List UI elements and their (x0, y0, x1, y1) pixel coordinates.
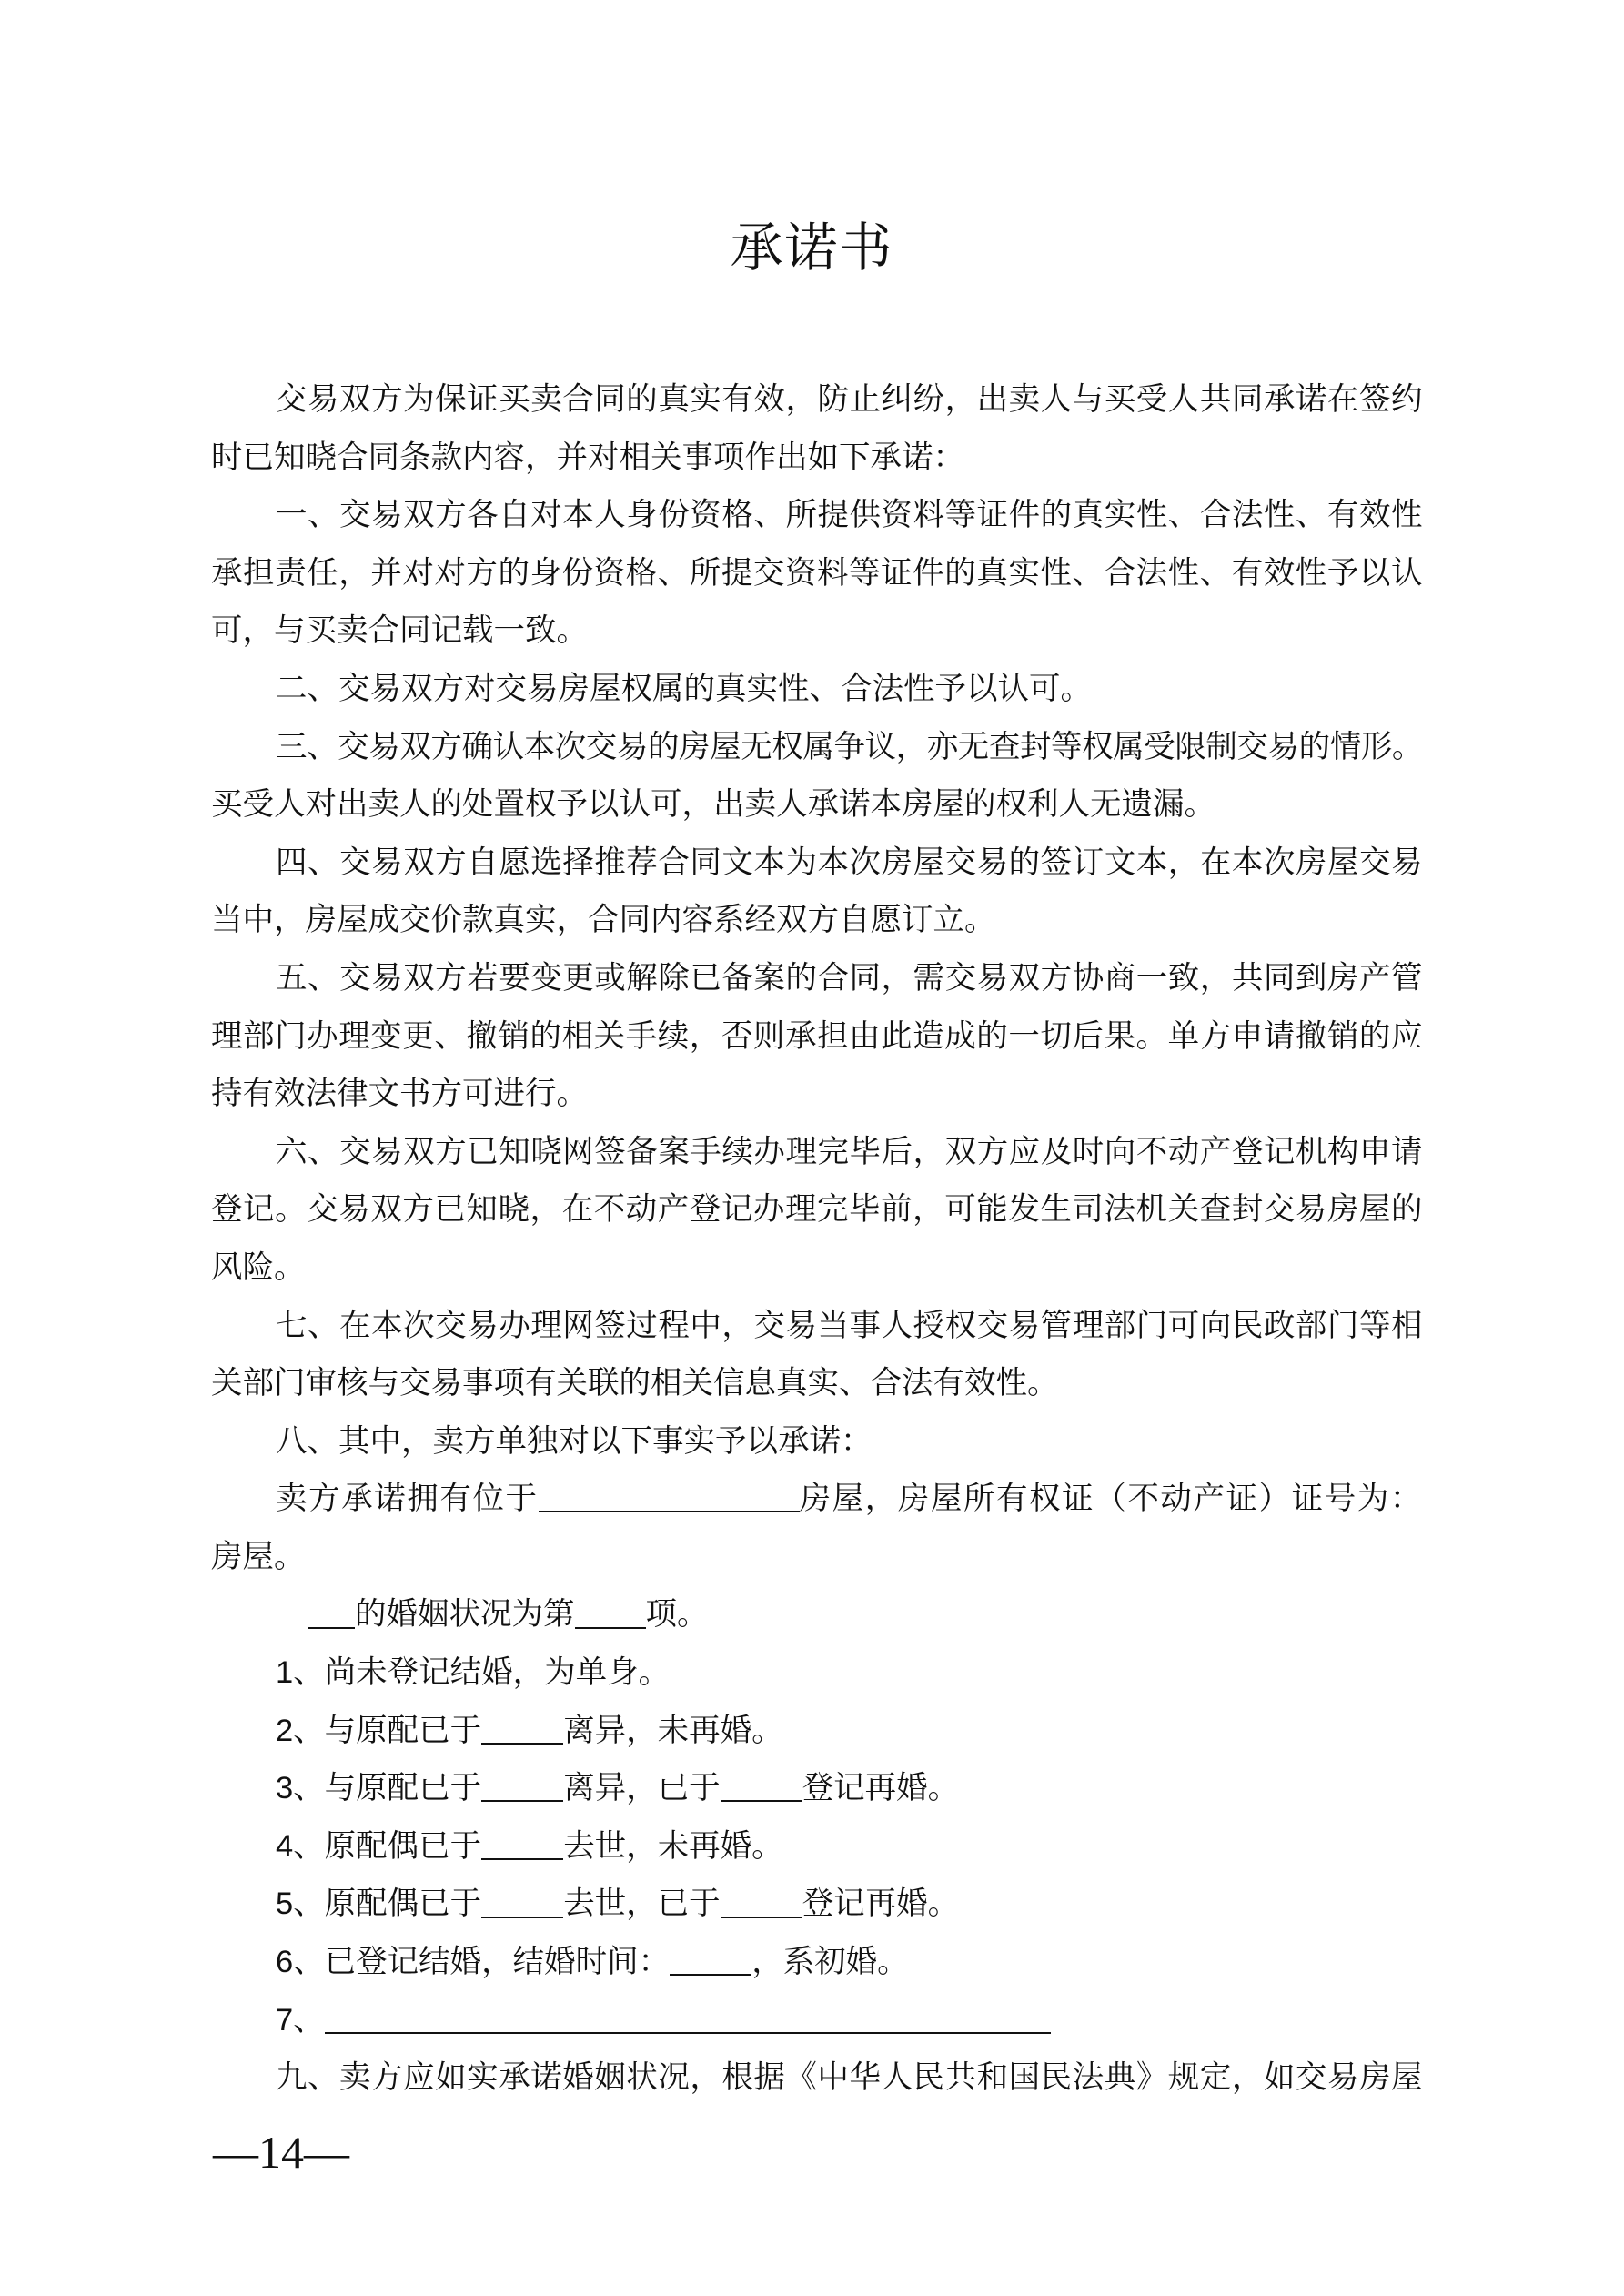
text-line (211, 1239, 1425, 1298)
document-title: 承诺书 (730, 218, 894, 278)
line-content (276, 672, 1092, 706)
fill-in-blank[interactable] (481, 1885, 563, 1918)
line-content (276, 845, 1423, 880)
text-line (211, 371, 1425, 430)
text-line (211, 719, 1425, 777)
paragraph (211, 1703, 1425, 1761)
line-content (276, 961, 1423, 996)
text-segment: 6、已登记结婚，结婚时间： (276, 1945, 671, 1980)
text-line (211, 1181, 1425, 1239)
line-content (276, 1482, 1423, 1516)
text-line (211, 1355, 1425, 1413)
text-line (211, 1298, 1425, 1356)
document-body (211, 371, 1425, 2108)
text-segment: 八、其中，卖方单独对以下事实予以承诺： (276, 1423, 873, 1459)
text-line (211, 1644, 1425, 1703)
line-content (211, 613, 588, 648)
paragraph (211, 1124, 1425, 1298)
paragraph (211, 1413, 1425, 1472)
text-line (211, 1066, 1425, 1124)
text-line (211, 834, 1425, 893)
line-content (211, 1019, 1423, 1054)
fill-in-blank[interactable] (721, 1769, 802, 1803)
text-line (211, 776, 1425, 834)
text-line (211, 1008, 1425, 1067)
line-content (211, 440, 964, 475)
text-segment: 房屋，房屋所有权证（不动产证）证号为： (799, 1482, 1423, 1517)
paragraph (211, 719, 1425, 834)
fill-in-blank[interactable] (539, 1480, 800, 1513)
text-segment: 七、在本次交易办理网签过程中，交易当事人授权交易管理部门可向民政部门等相 (276, 1308, 1424, 1343)
line-content (211, 1540, 306, 1574)
text-segment: 项。 (645, 1597, 709, 1633)
text-line (211, 545, 1425, 603)
text-segment: 六、交易双方已知晓网签备案手续办理完毕后，双方应及时向不动产登记机构申请 (276, 1134, 1424, 1169)
text-segment: 4、原配偶已于 (276, 1828, 482, 1864)
fill-in-blank[interactable] (575, 1595, 646, 1629)
text-segment: 持有效法律文书方可进行。 (211, 1077, 588, 1112)
text-segment: 关部门审核与交易事项有关联的相关信息真实、合法有效性。 (211, 1366, 1059, 1401)
paragraph (211, 1992, 1425, 2050)
text-line (211, 602, 1425, 661)
text-segment: 去世，已于 (563, 1886, 721, 1922)
line-content (276, 2060, 1423, 2095)
text-segment: 5、原配偶已于 (276, 1886, 482, 1922)
fill-in-blank[interactable] (308, 1595, 355, 1629)
paragraph (211, 2049, 1425, 2108)
text-segment: 的婚姻状况为第 (355, 1597, 575, 1633)
paragraph (211, 950, 1425, 1124)
line-content (276, 1135, 1423, 1169)
text-segment: 时已知晓合同条款内容，并对相关事项作出如下承诺： (211, 440, 964, 475)
paragraph (211, 1298, 1425, 1413)
paragraph (211, 1760, 1425, 1818)
line-content (211, 1250, 306, 1285)
text-line (211, 430, 1425, 488)
paragraph (211, 661, 1425, 719)
fill-in-blank[interactable] (481, 1826, 563, 1860)
text-segment: ，系初婚。 (751, 1945, 909, 1980)
text-segment: 理部门办理变更、撤销的相关手续，否则承担由此造成的一切后果。单方申请撤销的应 (211, 1018, 1424, 1054)
line-content (276, 1309, 1423, 1343)
text-segment: 卖方承诺拥有位于 (276, 1482, 539, 1517)
line-content (211, 1366, 1059, 1401)
text-segment: 当中，房屋成交价款真实，合同内容系经双方自愿订立。 (211, 903, 996, 938)
text-line (211, 1124, 1425, 1182)
line-content (276, 498, 1423, 532)
paragraph (211, 834, 1425, 950)
text-segment: 买受人对出卖人的处置权予以认可，出卖人承诺本房屋的权利人无遗漏。 (211, 787, 1215, 823)
text-segment: 风险。 (211, 1249, 306, 1285)
line-content (211, 1192, 1423, 1227)
text-line (211, 1876, 1425, 1934)
line-content (308, 1597, 709, 1632)
text-line (211, 892, 1425, 950)
paragraph (211, 1471, 1425, 1586)
text-line (211, 1992, 1425, 2050)
paragraph (211, 1934, 1425, 1992)
page-number: —14— (213, 2127, 349, 2178)
text-segment: 登记。交易双方已知晓，在不动产登记办理完毕前，可能发生司法机关查封交易房屋的 (211, 1192, 1424, 1228)
text-segment: 离异，未再婚。 (563, 1713, 783, 1748)
text-segment: 三、交易双方确认本次交易的房屋无权属争议，亦无查封等权属受限制交易的情形。 (276, 729, 1423, 764)
text-segment: 3、与原配已于 (276, 1771, 482, 1806)
line-content (276, 1771, 959, 1805)
line-content (211, 787, 1215, 822)
text-segment: 离异，已于 (563, 1771, 721, 1806)
text-line (211, 1413, 1425, 1472)
text-segment: 交易双方为保证买卖合同的真实有效，防止纠纷，出卖人与买受人共同承诺在签约 (276, 382, 1424, 417)
text-line (211, 1818, 1425, 1876)
text-segment: 去世，未再婚。 (563, 1828, 783, 1864)
text-line (211, 1529, 1425, 1587)
text-line (211, 1934, 1425, 1992)
text-line (211, 661, 1425, 719)
text-segment: 二、交易双方对交易房屋权属的真实性、合法性予以认可。 (276, 671, 1092, 706)
text-line (211, 1760, 1425, 1818)
text-line (211, 1586, 1425, 1644)
line-content (276, 1945, 909, 1979)
text-line (211, 487, 1425, 545)
paragraph (211, 1876, 1425, 1934)
text-segment: 九、卖方应如实承诺婚姻状况，根据《中华人民共和国民法典》规定，如交易房屋 (276, 2060, 1424, 2096)
line-content (276, 1714, 783, 1748)
text-line (211, 950, 1425, 1008)
line-content (276, 1424, 873, 1459)
fill-in-blank[interactable] (325, 2000, 1051, 2034)
text-line (211, 1471, 1425, 1529)
paragraph (211, 487, 1425, 661)
line-content (276, 730, 1423, 764)
text-line (211, 1703, 1425, 1761)
paragraph (211, 1644, 1425, 1703)
fill-in-blank[interactable] (481, 1711, 563, 1745)
paragraph (211, 1586, 1425, 1644)
text-segment: 承担责任，并对对方的身份资格、所提交资料等证件的真实性、合法性、有效性予以认 (211, 555, 1424, 591)
text-segment: 1、尚未登记结婚，为单身。 (276, 1655, 671, 1691)
fill-in-blank[interactable] (721, 1885, 802, 1918)
line-content (211, 556, 1423, 591)
paragraph (211, 371, 1425, 487)
text-segment: 五、交易双方若要变更或解除已备案的合同，需交易双方协商一致，共同到房产管 (276, 960, 1424, 996)
fill-in-blank[interactable] (670, 1943, 751, 1977)
text-segment: 房屋。 (211, 1539, 306, 1574)
text-segment: 登记再婚。 (802, 1886, 960, 1922)
paragraph (211, 1818, 1425, 1876)
line-content (276, 1655, 670, 1690)
fill-in-blank[interactable] (481, 1769, 563, 1803)
text-line (211, 2049, 1425, 2108)
line-content (276, 1886, 959, 1921)
text-segment: 2、与原配已于 (276, 1713, 482, 1748)
line-content (276, 1829, 783, 1864)
line-content (211, 903, 996, 937)
text-segment: 7、 (276, 2002, 325, 2038)
text-segment: 登记再婚。 (802, 1771, 960, 1806)
line-content (276, 2003, 1051, 2038)
line-content (276, 382, 1423, 417)
line-content (211, 1077, 588, 1111)
text-segment: 一、交易双方各自对本人身份资格、所提供资料等证件的真实性、合法性、有效性 (276, 498, 1424, 533)
text-segment: 四、交易双方自愿选择推荐合同文本为本次房屋交易的签订文本，在本次房屋交易 (276, 845, 1424, 880)
text-segment: 可，与买卖合同记载一致。 (211, 613, 588, 649)
